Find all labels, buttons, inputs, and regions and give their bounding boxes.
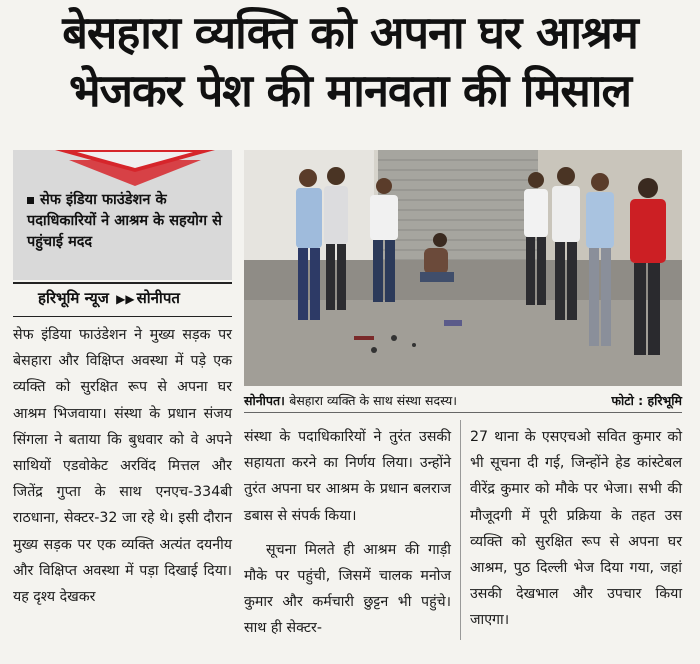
article-column-1 <box>13 322 232 610</box>
article-paragraph: 27 थाना के एसएचओ सवित कुमार को भी सूचना दी गई, जिन्होंने हेड कांस्टेबल वीरेंद्र कुमार को मौके पर भेजा। सभी की मौजूदगी में पूरी प्रक्रिया के तहत उस व्यक्ति को सुरक्षित रूप से अपना घर आश्रम, पुठ दिल्ली भेज दिया गया, जहां उसकी देखभाल और उपचार किया जाएगा। <box>470 429 682 629</box>
bullet-square-icon <box>27 197 34 204</box>
article-column-3 <box>470 424 682 634</box>
dateline <box>38 288 180 308</box>
news-photo <box>244 150 682 386</box>
rolling-shutter <box>378 150 538 268</box>
article-paragraph: सेफ इंडिया फाउंडेशन ने मुख्य सड़क पर बेसहारा और विक्षिप्त अवस्था में पड़े एक व्यक्ति को सुरक्षित रूप से अपना घर आश्रम भिजवाया। संस्था के प्रधान संजय सिंगला ने बताया कि बुधवार को वे अपने साथियों एडवोकेट अरविंद मित्तल और जितेंद्र गुप्ता के साथ एनएच-334बी राठधाना, सेक्टर-32 जा रहे थे। इसी दौरान मुख्य सड़क पर एक व्यक्ति अत्यंत दयनीय और विक्षिप्त अवस्था में पड़ा दिखाई दिया। यह दृश्य देखकर <box>13 327 232 606</box>
article-paragraph: संस्था के पदाधिकारियों ने तुरंत उसकी सहायता करने का निर्णय लिया। उन्होंने तुरंत अपना घर आश्रम के प्रधान बलराज डबास से संपर्क किया। <box>244 429 451 524</box>
photo-credit: फोटो : हरिभूमि <box>611 393 682 408</box>
headline-line-2: भेजकर पेश की मानवता की मिसाल <box>69 64 631 117</box>
headline-line-1: बेसहारा व्यक्ति को अपना घर आश्रम <box>62 6 638 59</box>
divider <box>13 316 232 317</box>
article-paragraph: सूचना मिलते ही आश्रम की गाड़ी मौके पर पहुंची, जिसमें चालक मनोज कुमार और कर्मचारी छुट्टन भी पहुंचे। साथ ही सेक्टर- <box>244 541 451 637</box>
photo-caption <box>244 392 682 409</box>
column-divider <box>460 420 461 640</box>
chevron-down-icon <box>55 150 215 186</box>
dateline-city: सोनीपत <box>136 289 180 307</box>
divider <box>13 282 232 284</box>
divider <box>244 412 682 413</box>
caption-text: बेसहारा व्यक्ति के साथ संस्था सदस्य। <box>289 393 457 408</box>
caption-place: सोनीपत। <box>244 393 285 408</box>
headline <box>0 4 700 120</box>
double-arrow-icon: ▶▶ <box>116 292 135 306</box>
subhead-box <box>13 150 232 280</box>
article-column-2 <box>244 424 451 642</box>
photo-image <box>244 150 682 386</box>
subhead <box>27 190 227 253</box>
dateline-source: हरिभूमि न्यूज <box>38 289 109 307</box>
subhead-text: सेफ इंडिया फाउंडेशन के पदाधिकारियों ने आश्रम के सहयोग से पहुंचाई मदद <box>27 192 222 250</box>
